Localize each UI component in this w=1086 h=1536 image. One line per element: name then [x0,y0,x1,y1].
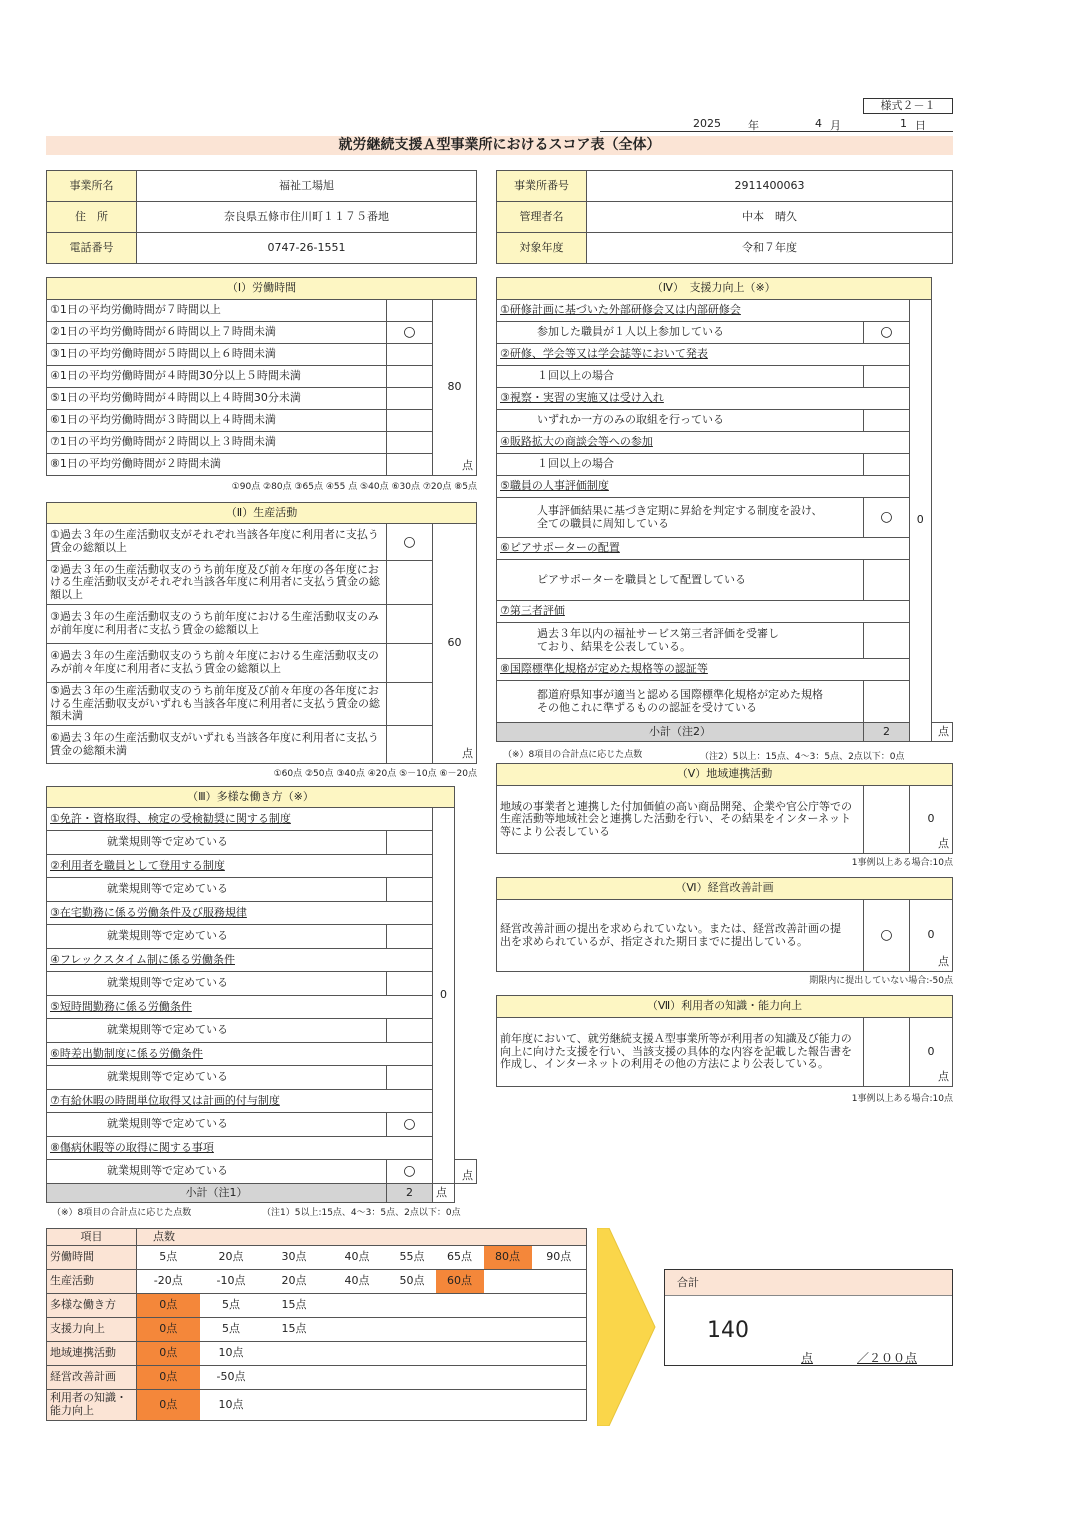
total-max: ／２００点 [857,1351,918,1365]
summary-cell [263,1390,326,1421]
date-line: 2025 年 4 月 1 日 [600,117,953,132]
summary-cell: -20点 [137,1270,200,1294]
section-1-score: 80 点 [433,300,477,476]
section-3-title: （Ⅲ）多様な働き方（※） [47,787,455,808]
summary-cell: 0点 [137,1294,200,1318]
section-7-note: 1事例以上ある場合:10点 [851,1094,953,1104]
section-3-subtotal-label: 小計（注1） [47,1184,387,1203]
summary-cell: 0点 [137,1366,200,1390]
summary-cell [436,1318,484,1342]
summary-cell [263,1342,326,1366]
total-label: 合計 [665,1270,952,1296]
summary-cell: 20点 [263,1270,326,1294]
summary-cell [436,1342,484,1366]
summary-cell [326,1342,389,1366]
summary-cell: 5点 [137,1246,200,1270]
summary-cell [326,1366,389,1390]
summary-cell [389,1342,436,1366]
summary-cell: 90点 [532,1246,587,1270]
office-address: 奈良県五條市住川町１１７５番地 [137,202,477,233]
summary-cell [484,1342,532,1366]
summary-cell: 5点 [200,1294,263,1318]
section-6-note: 期限内に提出していない場合:-50点 [809,976,953,986]
section-4-support-capacity: （Ⅳ） 支援力向上（※） ①研修計画に基づいた外部研修会又は内部研修会 0 参加した職員が１人以上参加している ○ ②研修、学会等又は学会誌等において発表 １回以上の場合 ③視察・実習の実施又は受け入れ いずれか一方のみの取組を行っている ④販路拡大の商談会等への参加 １回以上の場合 ⑤職員の人事評価制度 人事評価結果に基づき定期に昇給を判定する制度を設け、全ての職員に周知している ○ ⑥ピアサポーターの配置 ピアサポーターを職員として配置している ⑦第三者評価 過去３年以内の福祉サービス第三者評価を受審しており、結果を公表している。 ⑧国際標準化規格が定めた規格等の認証等 都道府県知事が適当と認める国際標準化規格が定めた規格その他これに準ずるものの認証を受けている 小計（注2） 2 点 [496,277,953,742]
summary-cell [532,1318,587,1342]
summary-cell [484,1390,532,1421]
summary-cell: 20点 [200,1246,263,1270]
section-4-subtotal-label: 小計（注2） [497,723,864,742]
section-4-score: 0 [910,300,932,742]
summary-cell [532,1294,587,1318]
section-1-labor-hours: （Ⅰ）労働時間 ①1日の平均労働時間が７時間以上 80 点 ②1日の平均労働時間が６時間以上７時間未満 ○ ③1日の平均労働時間が５時間以上６時間未満 ④1日の平均労働時間が４時間30分以上５時間未満 ⑤1日の平均労働時間が４時間以上４時間30分未満 ⑥1日の平均労働時間が３時間以上４時間未満 ⑦1日の平均労働時間が２時間以上３時間未満 ⑧1日の平均労働時間が２時間未満 [46,277,477,476]
summary-cell: 30点 [263,1246,326,1270]
section-2-production: （Ⅱ）生産活動 ①過去３年の生産活動収支がそれぞれ当該各年度に利用者に支払う賃金の総額以上 ○ 60 点 ②過去３年の生産活動収支のうち前年度及び前々年度の各年度における生産活動収支がそれぞれ当該各年度に利用者に支払う賃金の総額以上 ③過去３年の生産活動収支のうち前年度における生産活動収支のみが前年度に利用者に支払う賃金の総額以上 ④過去３年の生産活動収支のうち前々年度における生産活動収支のみが前々年度に利用者に支払う賃金の総額以上 ⑤過去３年の生産活動収支のうち前年度及び前々年度の各年度における生産活動収支がいずれも当該各年度に利用者に支払う賃金の総額未満 ⑥過去３年の生産活動収支がいずれも当該各年度に利用者に支払う賃金の総額未満 [46,502,477,764]
section-4-note-right: （注2）5以上：15点、4～3：5点、2点以下：0点 [700,752,905,762]
summary-row [47,1294,587,1318]
summary-row [47,1318,587,1342]
summary-cell: 0点 [137,1318,200,1342]
section-1-note: ①90点 ②80点 ③65点 ④55 点 ⑤40点 ⑥30点 ⑦20点 ⑧5点 [231,482,477,492]
summary-cell [326,1318,389,1342]
summary-cell [532,1270,587,1294]
section-4-subtotal: 2 [864,723,910,742]
section-4-note-left: （※）8項目の合計点に応じた点数 [503,750,643,760]
summary-cell [436,1294,484,1318]
summary-cell: 55点 [389,1246,436,1270]
summary-cell: 40点 [326,1246,389,1270]
summary-cell: 0点 [137,1342,200,1366]
summary-cell: 5点 [200,1318,263,1342]
summary-cell: 50点 [389,1270,436,1294]
summary-row [47,1342,587,1366]
section-5-community: （Ⅴ）地域連携活動 地域の事業者と連携した付加価値の高い商品開発、企業や官公庁等での生産活動等地域社会と連携した活動を行い、その結果をインターネット等により公表している 0 点 [496,763,953,854]
section-3-subtotal: 2 [387,1184,433,1203]
section-6-management-plan: （Ⅵ）経営改善計画 経営改善計画の提出を求められていない。または、経営改善計画の提出を求められているが、指定された期日までに提出している。 ○ 0 点 [496,877,953,972]
summary-cell: 15点 [263,1318,326,1342]
summary-cell: 15点 [263,1294,326,1318]
summary-cell [532,1366,587,1390]
office-name: 福祉工場旭 [137,171,477,202]
summary-cell [484,1294,532,1318]
office-table-left: 事業所名 福祉工場旭 住 所 奈良県五條市住川町１１７５番地 電話番号 0747-26-1551 [46,170,477,264]
date-month: 4 [815,117,822,130]
section-3-diverse-work: （Ⅲ）多様な働き方（※） ①免許・資格取得、検定の受検勧奨に関する制度 0 就業規則等で定めている ②利用者を職員として登用する制度 就業規則等で定めている ③在宅勤務に係る労働条件及び服務規律 就業規則等で定めている ④フレックスタイム制に係る労働条件 就業規則等で定めている ⑤短時間勤務に係る労働条件 就業規則等で定めている ⑥時差出勤制度に係る労働条件 就業規則等で定めている ⑦有給休暇の時間単位取得又は計画的付与制度 就業規則等で定めている ○ ⑧傷病休暇等の取得に関する事項 就業規則等で定めている ○ 点 小計（注1） 2 点 [46,786,477,1203]
summary-cell [389,1294,436,1318]
summary-row-label: 生産活動 [47,1270,137,1294]
form-id: 様式２－１ [863,98,953,114]
total-unit: 点 [801,1351,814,1365]
page-title: 就労継続支援Ａ型事業所におけるスコア表（全体） [46,136,953,155]
summary-row-label: 利用者の知識・能力向上 [47,1390,137,1421]
summary-cell [436,1366,484,1390]
summary-cell [484,1366,532,1390]
section-5-title: （Ⅴ）地域連携活動 [497,764,953,786]
summary-cell [326,1294,389,1318]
summary-cell: 40点 [326,1270,389,1294]
section-2-score: 60 点 [433,524,477,764]
office-table-right: 事業所番号 2911400063 管理者名 中本 晴久 対象年度 令和７年度 [496,170,953,264]
office-number: 2911400063 [587,171,953,202]
summary-cell: 65点 [436,1246,484,1270]
arrow-right-icon [597,1228,659,1426]
summary-cell [484,1318,532,1342]
date-year: 2025 [693,117,721,130]
section-3-note-right: （注1）5以上:15点、4～3：5点、2点以下：0点 [262,1208,461,1218]
summary-cell [389,1366,436,1390]
summary-cell [436,1390,484,1421]
summary-cell: 80点 [484,1246,532,1270]
office-fiscal: 令和７年度 [587,233,953,264]
office-tel: 0747-26-1551 [137,233,477,264]
summary-row [47,1366,587,1390]
section-6-score: 0 [927,928,935,942]
section-2-note: ①60点 ②50点 ③40点 ④20点 ⑤－10点 ⑥－20点 [273,769,477,779]
office-manager: 中本 晴久 [587,202,953,233]
total-box [664,1269,953,1366]
section-5-note: 1事例以上ある場合:10点 [851,858,953,868]
section-5-score: 0 [927,812,935,826]
summary-cell [532,1342,587,1366]
summary-row-label: 多様な働き方 [47,1294,137,1318]
section-1-title: （Ⅰ）労働時間 [47,278,477,300]
section-2-title: （Ⅱ）生産活動 [47,503,477,524]
section-3-note-left: （※）8項目の合計点に応じた点数 [52,1208,192,1218]
summary-row [47,1246,587,1270]
summary-cell: 60点 [436,1270,484,1294]
summary-cell: 10点 [200,1390,263,1421]
date-day: 1 [900,117,907,130]
section-4-title: （Ⅳ） 支援力向上（※） [497,278,932,300]
total-value: 140 [707,1318,749,1343]
summary-cell [326,1390,389,1421]
summary-row [47,1390,587,1421]
summary-row [47,1270,587,1294]
section-3-score: 0 [433,808,455,1184]
section-7-title: （Ⅶ）利用者の知識・能力向上 [497,996,953,1018]
summary-cell [389,1390,436,1421]
summary-row-label: 経営改善計画 [47,1366,137,1390]
summary-cell [389,1318,436,1342]
summary-cell [263,1366,326,1390]
summary-row-label: 地域連携活動 [47,1342,137,1366]
summary-cell [532,1390,587,1421]
summary-col-item: 項目 [47,1229,137,1246]
summary-cell: 10点 [200,1342,263,1366]
summary-cell [484,1270,532,1294]
summary-cell: 0点 [137,1390,200,1421]
section-7-score: 0 [927,1044,935,1058]
summary-table [46,1228,587,1421]
section-6-title: （Ⅵ）経営改善計画 [497,878,953,900]
section-7-knowledge: （Ⅶ）利用者の知識・能力向上 前年度において、就労継続支援Ａ型事業所等が利用者の知識及び能力の向上に向けた支援を行い、当該支援の具体的な内容を記載した報告書を作成し、インターネットの利用その他の方法により公表している。 0 点 [496,995,953,1087]
summary-cell: -10点 [200,1270,263,1294]
summary-cell: -50点 [200,1366,263,1390]
summary-row-label: 労働時間 [47,1246,137,1270]
summary-row-label: 支援力向上 [47,1318,137,1342]
summary-col-points: 点数 [137,1229,587,1246]
